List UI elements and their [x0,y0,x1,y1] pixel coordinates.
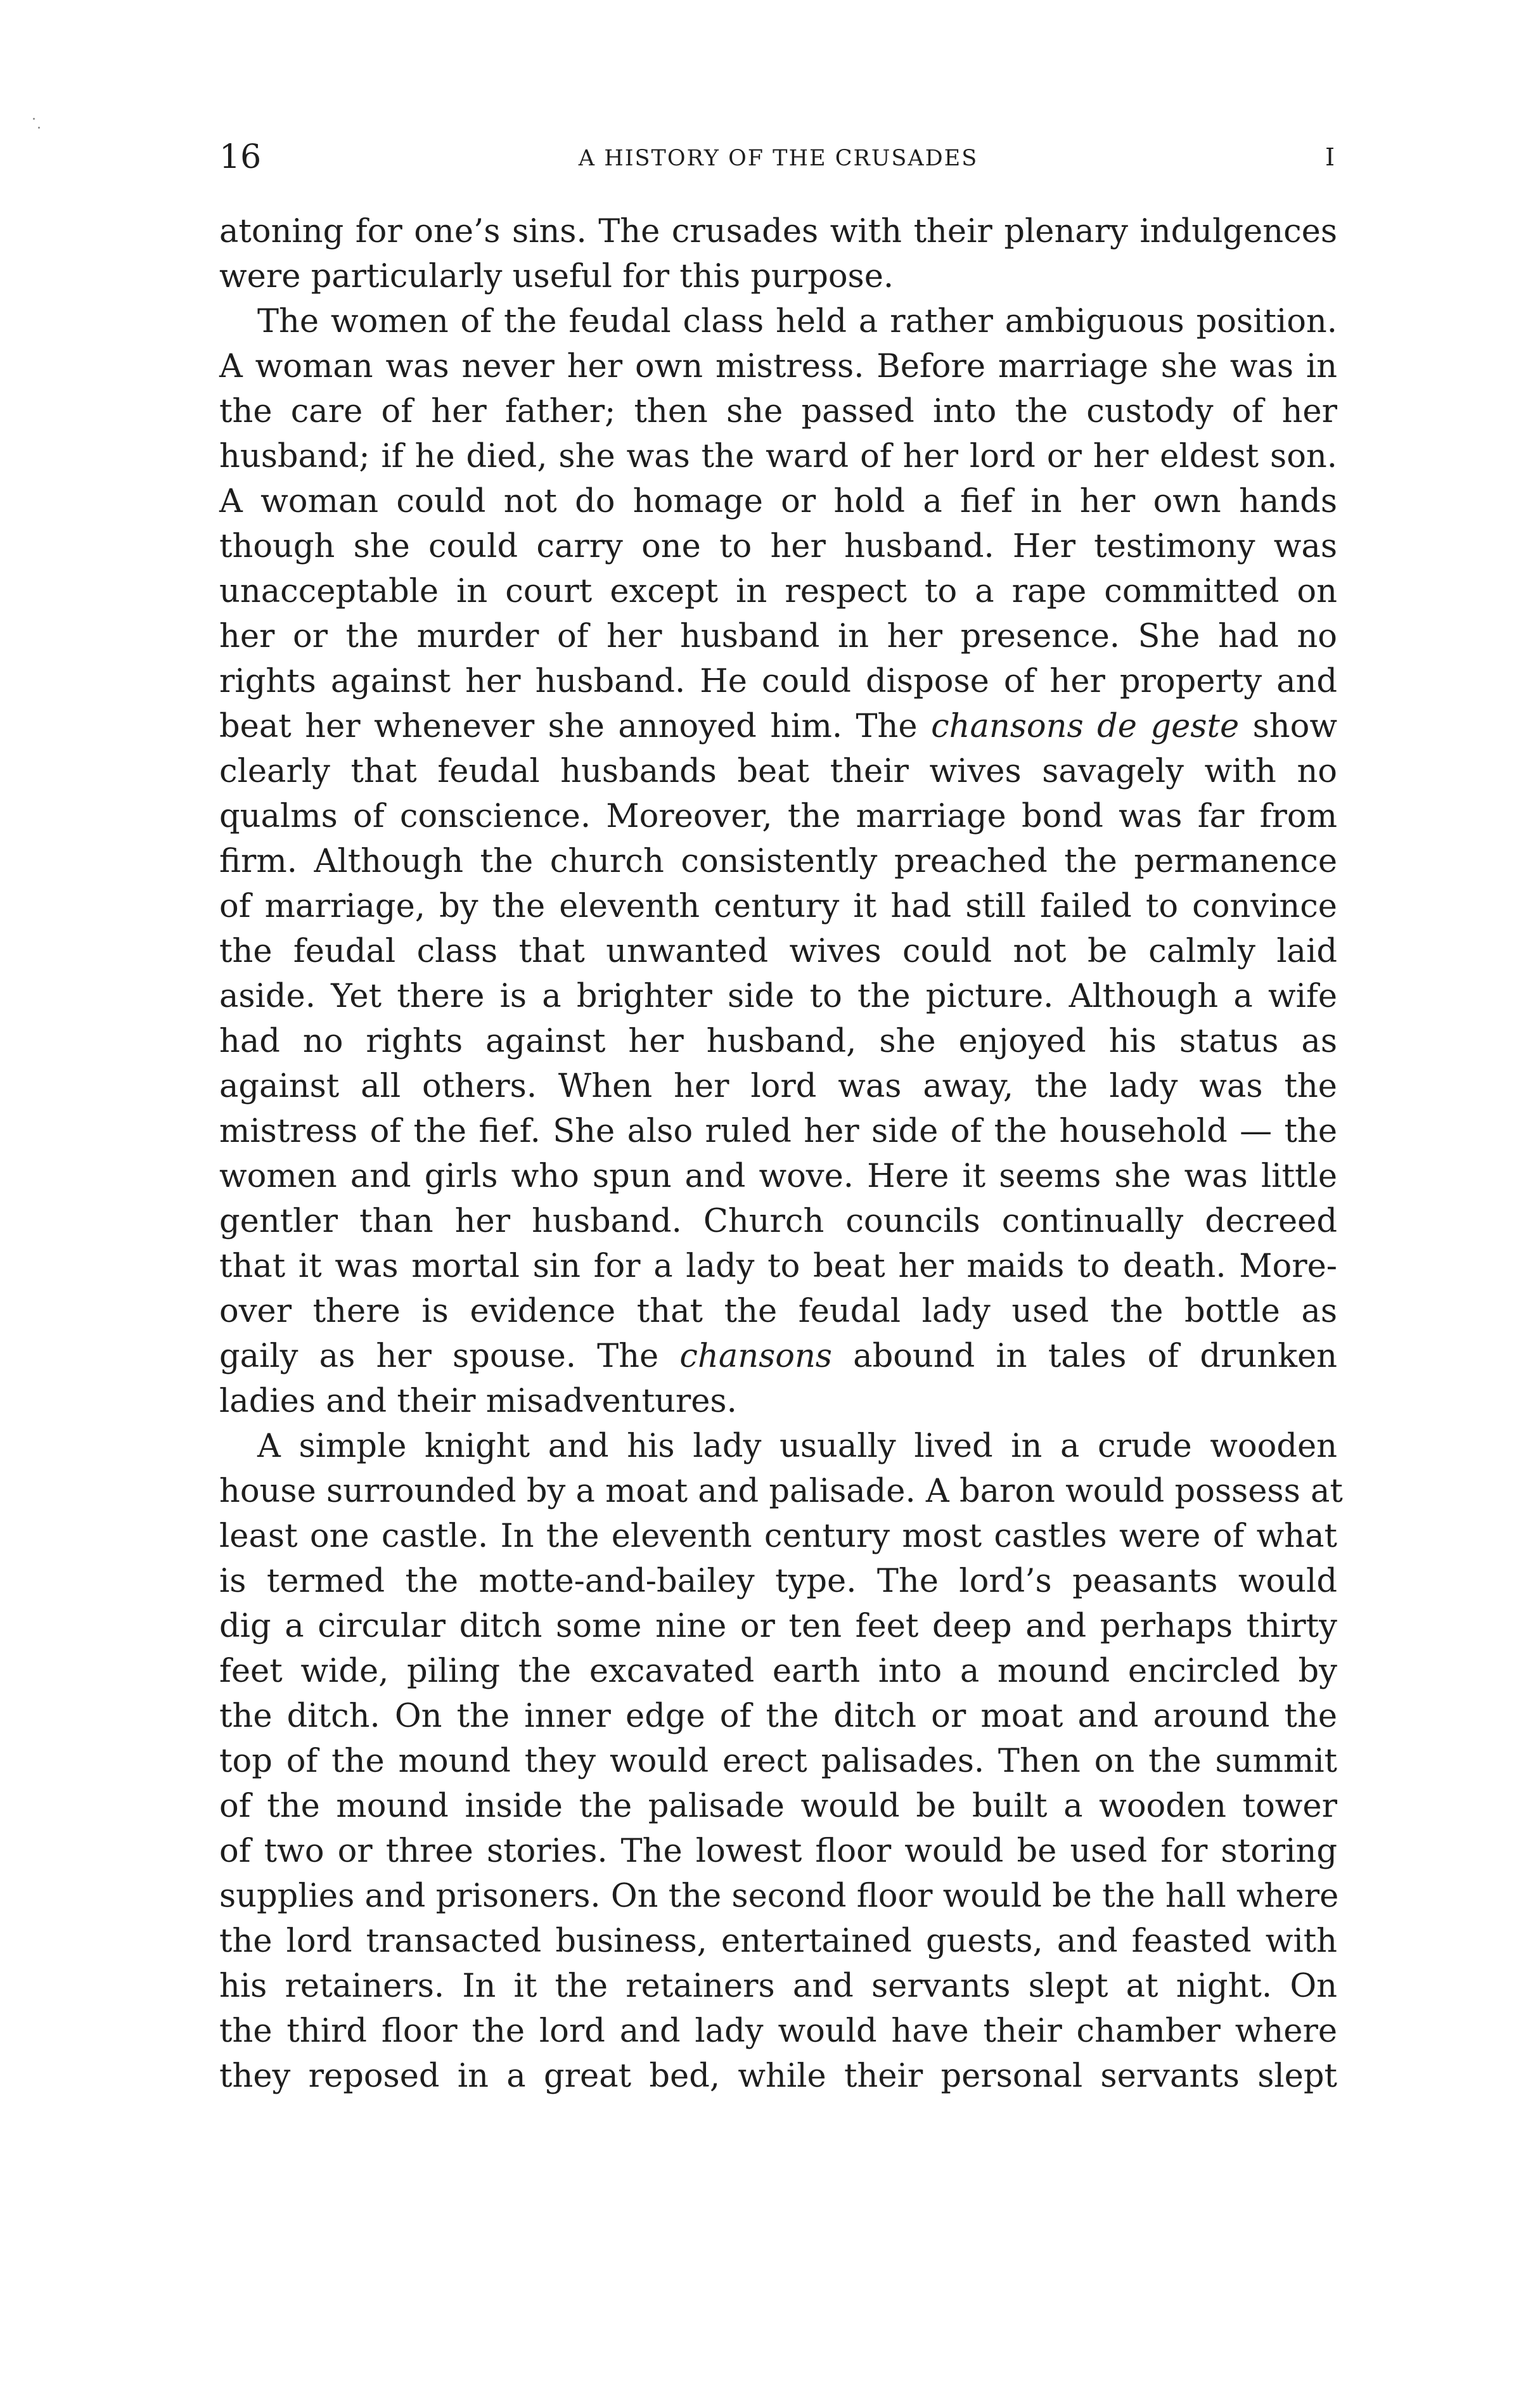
text-line: ladies and their misadventures. [219,1383,737,1420]
text-line: mistress of the fief. She also ruled her side of the household — the [219,1113,1337,1150]
text-line: the care of her father; then she passed into the custody of her [219,393,1337,430]
running-title: A HISTORY OF THE CRUSADES [578,146,979,171]
scan-speck [38,127,40,129]
page-header [219,138,1337,176]
text-line: against all others. When her lord was away, the lady was the [219,1068,1337,1105]
text-line: least one castle. In the eleventh century most castles were of what [219,1518,1337,1555]
text-line-with-italic [219,704,1337,749]
text-line: atoning for one’s sins. The crusades with their plenary indulgences [219,213,1337,250]
text-line: of the mound inside the palisade would be built a wooden tower [219,1788,1337,1825]
text-line: gentler than her husband. Church councils continually decreed [219,1203,1337,1240]
text-line: they reposed in a great bed, while their personal servants slept [219,2058,1337,2095]
page-number: 16 [219,138,262,176]
text-line: supplies and prisoners. On the second floor would be the hall where [219,1878,1339,1915]
text-line: unacceptable in court except in respect to a rape committed on [219,573,1337,610]
text-line: the ditch. On the inner edge of the ditch or moat and around the [219,1698,1337,1735]
text-line: his retainers. In it the retainers and servants slept at night. On [219,1968,1337,2005]
text-line: the lord transacted business, entertained guests, and feasted with [219,1923,1337,1960]
paragraph-first-line: The women of the feudal class held a rather ambiguous position. [257,303,1337,340]
text-segment: show [1239,708,1337,745]
text-line: is termed the motte-and-bailey type. The lord’s peasants would [219,1563,1337,1600]
paragraph-first-line: A simple knight and his lady usually lived in a crude wooden [257,1428,1337,1465]
text-line: A woman was never her own mistress. Before marriage she was in [219,348,1337,385]
text-segment: beat her whenever she annoyed him. The [219,708,932,745]
text-line: though she could carry one to her husband. Her testimony was [219,528,1337,565]
text-line: firm. Although the church consistently preached the permanence [219,843,1337,880]
text-line: house surrounded by a moat and palisade. A baron would possess at [219,1473,1343,1510]
text-line: women and girls who spun and wove. Here it seems she was little [219,1158,1337,1195]
text-line: husband; if he died, she was the ward of her lord or her eldest son. [219,438,1337,475]
text-line: qualms of conscience. Moreover, the marriage bond was far from [219,798,1337,835]
text-segment: gaily as her spouse. The [219,1338,680,1375]
text-line: feet wide, piling the excavated earth into a mound encircled by [219,1653,1337,1690]
scan-speck [33,118,35,120]
italic-term: chansons de geste [931,708,1240,745]
body-text [219,209,1343,2099]
text-line: top of the mound they would erect palisades. Then on the summit [219,1743,1337,1780]
text-line: had no rights against her husband, she enjoyed his status as [219,1023,1337,1060]
text-line: her or the murder of her husband in her presence. She had no [219,618,1337,655]
text-line: of marriage, by the eleventh century it had still failed to convince [219,888,1337,925]
text-line: aside. Yet there is a brighter side to the picture. Although a wife [219,978,1337,1015]
italic-term: chansons [679,1338,832,1375]
text-line: the feudal class that unwanted wives could not be calmly laid [219,933,1337,970]
text-line-with-italic [219,1334,1337,1379]
text-line: clearly that feudal husbands beat their wives savagely with no [219,753,1337,790]
text-line: over there is evidence that the feudal lady used the bottle as [219,1293,1337,1330]
part-number: I [1325,143,1335,171]
text-line: rights against her husband. He could dispose of her property and [219,663,1337,700]
text-line: the third floor the lord and lady would have their chamber where [219,2013,1337,2050]
text-segment: abound in tales of drunken [831,1338,1337,1375]
text-line: that it was mortal sin for a lady to beat her maids to death. More- [219,1248,1337,1285]
text-line: of two or three stories. The lowest floor would be used for storing [219,1833,1337,1870]
text-line: A woman could not do homage or hold a fief in her own hands [219,483,1337,520]
text-line: dig a circular ditch some nine or ten feet deep and perhaps thirty [219,1608,1337,1645]
text-line: were particularly useful for this purpose. [219,258,894,295]
